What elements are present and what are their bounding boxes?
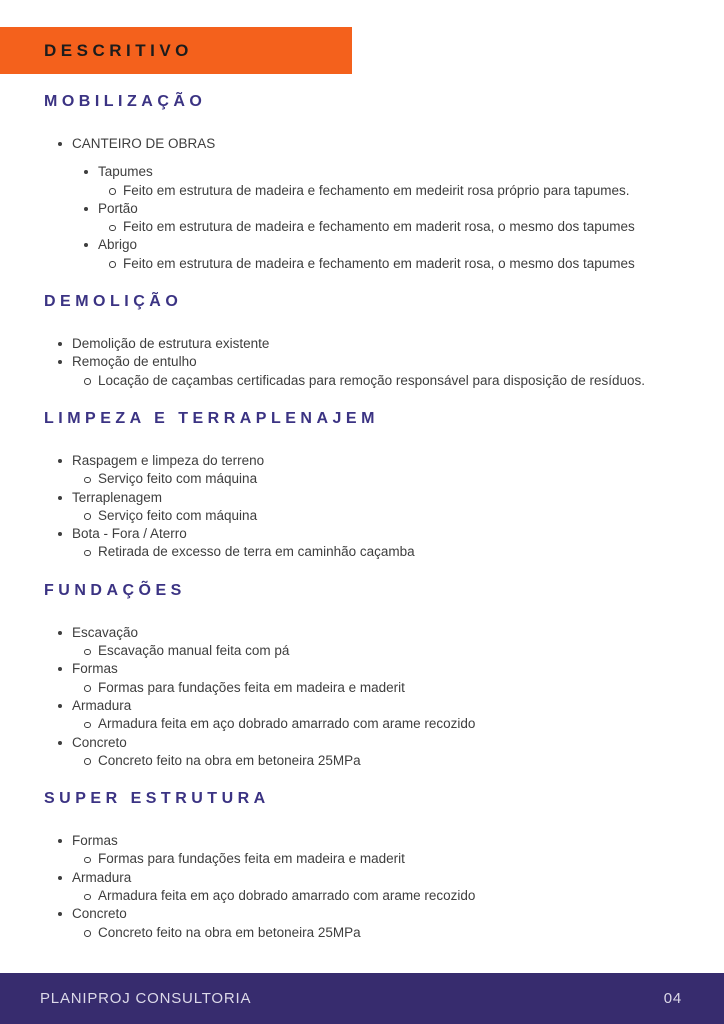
list-item-text: Escavação manual feita com pá [98, 643, 290, 659]
list-item [84, 236, 680, 254]
list-item [84, 887, 680, 905]
list-item [84, 850, 680, 868]
list-item [58, 135, 680, 153]
section-heading: FUNDAÇÕES [44, 581, 186, 599]
section-mobilizacao [44, 94, 680, 273]
page-number: 04 [663, 990, 682, 1007]
header-banner [0, 27, 352, 74]
footer-bar [0, 973, 724, 1024]
list-item [84, 752, 680, 770]
bullet-disc-icon [58, 624, 72, 635]
list-item [109, 255, 680, 273]
list-item [109, 218, 680, 236]
list-item [84, 372, 680, 390]
bullet-circle-icon [109, 182, 123, 195]
list-item-text: Abrigo [98, 237, 138, 253]
bullet-disc-icon [58, 660, 72, 671]
bullet-circle-icon [84, 507, 98, 520]
list-item-text: Formas [72, 833, 118, 849]
list-item-text: Formas [72, 661, 118, 677]
list-item-text: Escavação [72, 624, 139, 640]
list-item [58, 624, 680, 642]
list-item-text: Concreto [72, 734, 127, 750]
list-item [58, 734, 680, 752]
bullet-circle-icon [84, 887, 98, 900]
list-item [84, 642, 680, 660]
list-item-text: Concreto feito na obra em betoneira 25MPa [98, 752, 361, 768]
list-item [58, 832, 680, 850]
bullet-disc-icon [58, 697, 72, 708]
list-item [84, 543, 680, 561]
list-item-text: CANTEIRO DE OBRAS [72, 136, 216, 151]
list-item-text: Demolição de estrutura existente [72, 336, 270, 352]
section-heading: MOBILIZAÇÃO [44, 93, 207, 110]
bullet-disc-icon [58, 832, 72, 843]
list-item-text: Armadura [72, 697, 132, 713]
list-item-text: Armadura feita em aço dobrado amarrado com arame recozido [98, 888, 476, 904]
list-item-text: Portão [98, 200, 138, 216]
document-title: DESCRITIVO [44, 40, 193, 60]
bullet-circle-icon [84, 850, 98, 863]
list-item [84, 200, 680, 218]
bullet-disc-icon [84, 200, 98, 211]
list-item [58, 905, 680, 923]
list-item [84, 924, 680, 942]
bullet-disc-icon [58, 905, 72, 916]
bullet-disc-icon [58, 869, 72, 880]
list-item [58, 525, 680, 543]
bullet-circle-icon [84, 715, 98, 728]
bullet-disc-icon [58, 734, 72, 745]
section-super-estrutura [44, 791, 680, 942]
list-item-text: Formas para fundações feita em madeira e maderit [98, 679, 405, 695]
list-item-text: Remoção de entulho [72, 354, 197, 370]
list-item-text: Terraplenagem [72, 489, 163, 505]
list-item-text: Tapumes [98, 164, 153, 180]
bullet-circle-icon [84, 679, 98, 692]
bullet-disc-icon [58, 335, 72, 346]
list-item [58, 489, 680, 507]
list-item-text: Formas para fundações feita em madeira e maderit [98, 851, 405, 867]
section-heading: LIMPEZA E TERRAPLENAJEM [44, 409, 379, 427]
list-item-text: Feito em estrutura de madeira e fechamento em medeirit rosa próprio para tapumes. [123, 182, 630, 198]
section-heading: SUPER ESTRUTURA [44, 790, 270, 808]
bullet-disc-icon [84, 236, 98, 247]
list-item [84, 679, 680, 697]
list-item-text: Concreto feito na obra em betoneira 25MPa [98, 924, 361, 940]
bullet-circle-icon [109, 218, 123, 231]
list-item [58, 353, 680, 371]
list-item-text: Feito em estrutura de madeira e fechamento em maderit rosa, o mesmo dos tapumes [123, 219, 635, 235]
bullet-disc-icon [84, 163, 98, 174]
list-item-text: Concreto [72, 906, 127, 922]
bullet-disc-icon [58, 489, 72, 500]
list-item [109, 182, 680, 200]
list-item [84, 163, 680, 181]
list-item [58, 869, 680, 887]
list-item [84, 507, 680, 525]
list-item [58, 452, 680, 470]
list-item-text: Serviço feito com máquina [98, 507, 258, 523]
list-item-text: Retirada de excesso de terra em caminhão caçamba [98, 544, 415, 560]
bullet-circle-icon [84, 642, 98, 655]
list-item [58, 697, 680, 715]
bullet-circle-icon [84, 372, 98, 385]
bullet-disc-icon [58, 452, 72, 463]
bullet-disc-icon [58, 525, 72, 536]
list-item-text: Bota - Fora / Aterro [72, 526, 187, 542]
bullet-circle-icon [84, 470, 98, 483]
list-item [84, 470, 680, 488]
list-item [84, 715, 680, 733]
bullet-circle-icon [109, 255, 123, 268]
list-item-text: Feito em estrutura de madeira e fechamento em maderit rosa, o mesmo dos tapumes [123, 255, 635, 271]
bullet-disc-icon [58, 135, 72, 146]
bullet-circle-icon [84, 752, 98, 765]
list-item-text: Raspagem e limpeza do terreno [72, 452, 265, 468]
list-item-text: Armadura feita em aço dobrado amarrado com arame recozido [98, 716, 476, 732]
bullet-circle-icon [84, 543, 98, 556]
document-body [0, 74, 724, 942]
section-demolicao [44, 294, 680, 390]
list-item-text: Armadura [72, 869, 132, 885]
list-item [58, 335, 680, 353]
list-item [58, 660, 680, 678]
footer-company-name: PLANIPROJ CONSULTORIA [40, 990, 252, 1007]
list-item-text: Serviço feito com máquina [98, 471, 258, 487]
list-item-text: Locação de caçambas certificadas para remoção responsável para disposição de resíduos. [98, 372, 646, 388]
section-limpeza-terraplenajem [44, 411, 680, 562]
section-heading: DEMOLIÇÃO [44, 293, 183, 311]
section-fundacoes [44, 583, 680, 770]
bullet-disc-icon [58, 353, 72, 364]
bullet-circle-icon [84, 924, 98, 937]
